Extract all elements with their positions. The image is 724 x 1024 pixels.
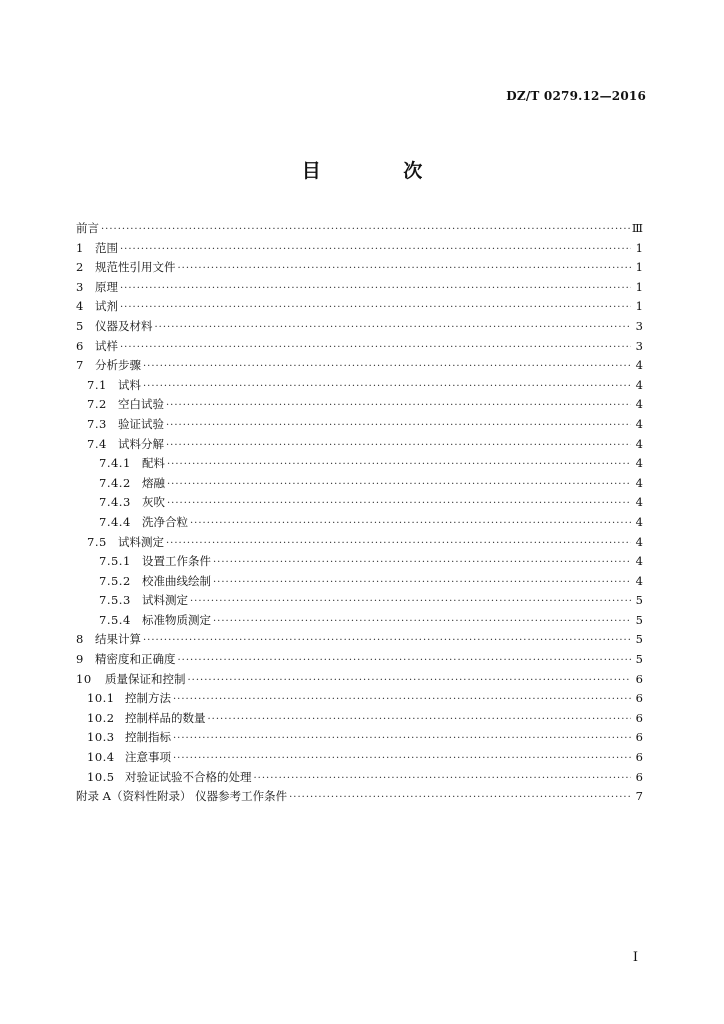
toc-entry-page: 5 (635, 632, 643, 647)
toc-entry-page: 4 (635, 456, 643, 471)
dot-leader (101, 220, 630, 240)
toc-entry[interactable] (76, 591, 643, 611)
toc-entry-number: 7.2 (87, 397, 107, 412)
toc-entry-number: 7.4.4 (99, 514, 131, 529)
toc-entry-page: 1 (635, 279, 643, 294)
toc-entry-number: 7.4.2 (99, 475, 131, 490)
dot-leader (166, 436, 631, 456)
toc-entry-label: 对验证试验不合格的处理 (125, 769, 252, 784)
dot-leader (120, 240, 631, 260)
toc-entry-page: 6 (635, 691, 643, 706)
toc-entry-label: 注意事项 (125, 750, 171, 765)
toc-entry-number: 10.4 (87, 750, 115, 765)
dot-leader (120, 338, 631, 358)
toc-entry-page: 6 (635, 730, 643, 745)
toc-entry[interactable] (76, 709, 643, 729)
toc-entry-label: 控制方法 (125, 691, 171, 706)
dot-leader (178, 259, 632, 279)
toc-entry-number: 5 (76, 318, 84, 333)
toc-entry-page: 4 (635, 377, 643, 392)
toc-entry[interactable] (76, 572, 643, 592)
toc-entry-label: 试料测定 (142, 593, 188, 608)
dot-leader (166, 416, 631, 436)
dot-leader (254, 769, 632, 789)
toc-entry-page: 4 (635, 554, 643, 569)
dot-leader (167, 475, 631, 495)
toc-entry[interactable] (76, 650, 643, 670)
toc-entry-page: 1 (635, 299, 643, 314)
toc-entry-page: 4 (635, 514, 643, 529)
dot-leader (213, 612, 631, 632)
toc-entry-number: 7.5 (87, 534, 107, 549)
toc-entry-label: 附录 A（资料性附录） 仪器参考工作条件 (76, 789, 288, 804)
toc-entry[interactable] (76, 513, 643, 533)
toc-entry-label: 灰吹 (142, 495, 165, 510)
toc-entry-page: 6 (635, 750, 643, 765)
toc-entry-number: 7.5.2 (99, 573, 131, 588)
toc-entry-page: 1 (635, 260, 643, 275)
toc-entry-number: 7 (76, 358, 84, 373)
toc-entry[interactable] (76, 474, 643, 494)
toc-entry-page: 4 (635, 475, 643, 490)
toc-entry-label: 试剂 (95, 299, 118, 314)
toc-entry-number: 2 (76, 260, 84, 275)
toc-entry[interactable] (76, 787, 643, 807)
toc-entry-number: 7.4 (87, 436, 107, 451)
toc-entry[interactable] (76, 748, 643, 768)
toc-entry[interactable] (76, 278, 643, 298)
toc-entry-label: 验证试验 (118, 416, 164, 431)
dot-leader (166, 396, 631, 416)
page-number: I (632, 950, 638, 965)
dot-leader (213, 553, 631, 573)
dot-leader (143, 631, 631, 651)
toc-entry-page: 4 (635, 495, 643, 510)
toc-entry-label: 范围 (95, 240, 118, 255)
toc-entry-number: 7.4.1 (99, 456, 131, 471)
dot-leader (143, 377, 631, 397)
toc-entry-number: 1 (76, 240, 84, 255)
toc-entry-label: 试料分解 (118, 436, 164, 451)
toc-entry-page: 4 (635, 416, 643, 431)
toc-entry-page: 3 (635, 338, 643, 353)
toc-entry[interactable] (76, 728, 643, 748)
toc-entry[interactable] (76, 454, 643, 474)
toc-entry-number: 10 (76, 671, 92, 686)
toc-entry-page: 7 (635, 789, 643, 804)
toc-entry[interactable] (76, 219, 643, 239)
dot-leader (190, 592, 631, 612)
toc-entry-label: 精密度和正确度 (95, 652, 176, 667)
toc-entry[interactable] (76, 415, 643, 435)
toc-entry[interactable] (76, 435, 643, 455)
toc-entry-number: 7.5.1 (99, 554, 131, 569)
toc-entry-page: 4 (635, 534, 643, 549)
toc-entry-number: 10.5 (87, 769, 115, 784)
toc-entry-label: 熔融 (142, 475, 165, 490)
toc-entry-page: 4 (635, 397, 643, 412)
toc-entry-page: 4 (635, 573, 643, 588)
toc-entry-label: 原理 (95, 279, 118, 294)
toc-entry-label: 质量保证和控制 (105, 671, 186, 686)
dot-leader (178, 651, 632, 671)
toc-entry-label: 仪器及材料 (95, 318, 153, 333)
toc-entry-page: 4 (635, 358, 643, 373)
toc-entry-label: 空白试验 (118, 397, 164, 412)
dot-leader (167, 494, 631, 514)
toc-entry-number: 4 (76, 299, 84, 314)
toc-entry-number: 6 (76, 338, 84, 353)
toc-entry-page: 5 (635, 652, 643, 667)
toc-entry[interactable] (76, 337, 643, 357)
toc-entry-label: 前言 (76, 221, 99, 235)
toc-entry[interactable] (76, 239, 643, 259)
dot-leader (188, 671, 632, 691)
toc-entry[interactable] (76, 376, 643, 396)
toc-entry-page: 1 (635, 240, 643, 255)
table-of-contents (76, 219, 643, 807)
toc-entry-page: 5 (635, 593, 643, 608)
toc-entry-label: 校准曲线绘制 (142, 573, 211, 588)
dot-leader (173, 729, 631, 749)
toc-entry-page: 6 (635, 671, 643, 686)
toc-entry[interactable] (76, 533, 643, 553)
dot-leader (120, 298, 631, 318)
toc-entry-label: 标准物质测定 (142, 612, 211, 627)
toc-entry[interactable] (76, 297, 643, 317)
dot-leader (213, 573, 631, 593)
toc-entry-page: 6 (635, 710, 643, 725)
toc-entry[interactable] (76, 552, 643, 572)
dot-leader (173, 749, 631, 769)
standard-code: DZ/T 0279.12—2016 (506, 89, 646, 103)
dot-leader (155, 318, 632, 338)
toc-entry-label: 规范性引用文件 (95, 260, 176, 275)
toc-entry[interactable] (76, 493, 643, 513)
toc-entry-page: Ⅲ (631, 221, 643, 235)
toc-entry-label: 洗净合粒 (142, 514, 188, 529)
toc-entry-number: 10.3 (87, 730, 115, 745)
toc-entry[interactable] (76, 630, 643, 650)
page-title: 目 次 (301, 160, 461, 182)
dot-leader (190, 514, 631, 534)
toc-entry-label: 结果计算 (95, 632, 141, 647)
dot-leader (173, 690, 631, 710)
dot-leader (166, 534, 631, 554)
toc-entry-label: 试样 (95, 338, 118, 353)
toc-entry-label: 分析步骤 (95, 358, 141, 373)
toc-entry-number: 10.2 (87, 710, 115, 725)
toc-entry[interactable] (76, 356, 643, 376)
toc-entry-label: 试料测定 (118, 534, 164, 549)
toc-entry-number: 9 (76, 652, 84, 667)
toc-entry-label: 配料 (142, 456, 165, 471)
toc-entry-number: 7.5.3 (99, 593, 131, 608)
toc-entry[interactable] (76, 670, 643, 690)
toc-entry-number: 7.3 (87, 416, 107, 431)
toc-entry-label: 设置工作条件 (142, 554, 211, 569)
dot-leader (120, 279, 631, 299)
toc-entry-label: 试料 (118, 377, 141, 392)
toc-entry-number: 8 (76, 632, 84, 647)
dot-leader (289, 788, 631, 808)
toc-entry-number: 7.5.4 (99, 612, 131, 627)
toc-entry[interactable] (76, 395, 643, 415)
toc-entry-page: 5 (635, 612, 643, 627)
toc-entry[interactable] (76, 258, 643, 278)
toc-entry-number: 10.1 (87, 691, 115, 706)
toc-entry-number: 3 (76, 279, 84, 294)
toc-entry[interactable] (76, 611, 643, 631)
toc-entry-page: 4 (635, 436, 643, 451)
dot-leader (143, 357, 631, 377)
toc-entry[interactable] (76, 768, 643, 788)
toc-entry-label: 控制样品的数量 (125, 710, 206, 725)
toc-entry[interactable] (76, 689, 643, 709)
toc-entry-label: 控制指标 (125, 730, 171, 745)
toc-entry[interactable] (76, 317, 643, 337)
toc-entry-number: 7.4.3 (99, 495, 131, 510)
toc-entry-page: 6 (635, 769, 643, 784)
dot-leader (167, 455, 631, 475)
toc-entry-page: 3 (635, 318, 643, 333)
dot-leader (208, 710, 632, 730)
toc-entry-number: 7.1 (87, 377, 107, 392)
